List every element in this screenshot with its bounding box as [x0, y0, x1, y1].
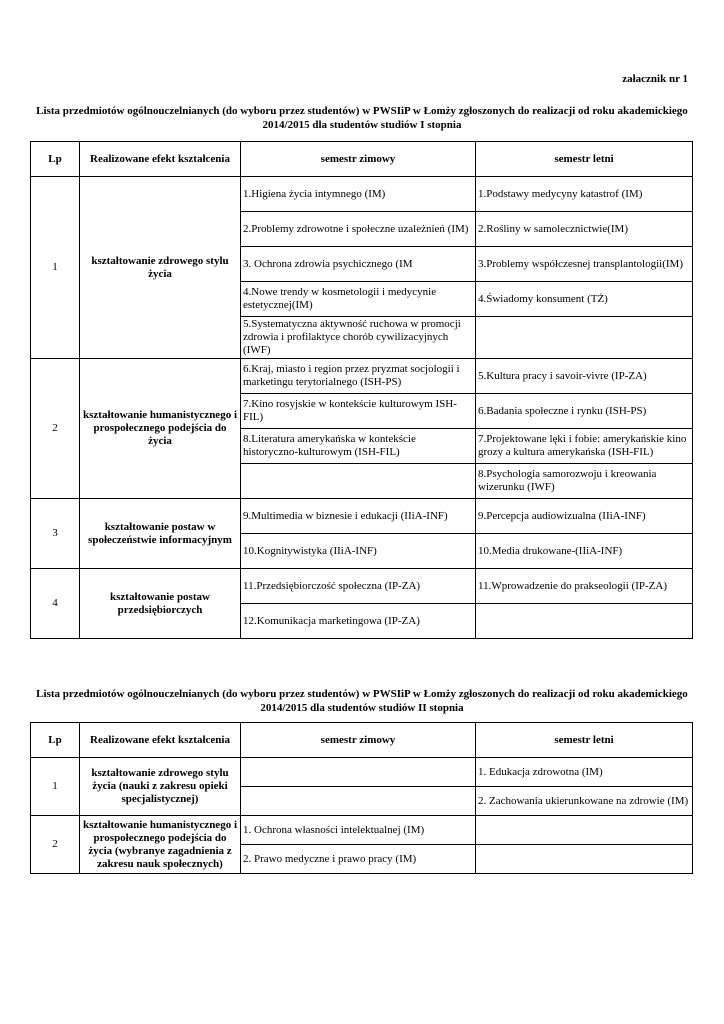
- summer-subject: 5.Kultura pracy i savoir-vivre (IP-ZA): [476, 359, 693, 394]
- header-summer: semestr letni: [476, 142, 693, 177]
- table-row: [31, 499, 693, 534]
- header-lp: Lp: [31, 142, 80, 177]
- effect-cell: kształtowanie humanistycznego i prospołecznego podejścia do życia (wybranye zagadnienia z zakresu nauk społecznych): [80, 816, 241, 874]
- winter-subject: 3. Ochrona zdrowia psychicznego (IM: [241, 247, 476, 282]
- winter-subject: 2.Problemy zdrowotne i społeczne uzależnień (IM): [241, 212, 476, 247]
- subjects-table-second-degree: [30, 722, 693, 874]
- summer-subject: 7.Projektowane lęki i fobie: amerykańskie kino grozy a kultura amerykańska (ISH-FIL): [476, 429, 693, 464]
- summer-subject: 10.Media drukowane-(IIiA-INF): [476, 534, 693, 569]
- winter-subject: [241, 464, 476, 499]
- header-lp: Lp: [31, 723, 80, 758]
- winter-subject: 1. Ochrona własności intelektualnej (IM): [241, 816, 476, 845]
- summer-subject: [476, 816, 693, 845]
- header-winter: semestr zimowy: [241, 723, 476, 758]
- winter-subject: 7.Kino rosyjskie w kontekście kulturowym ISH-FIL): [241, 394, 476, 429]
- table-row: [31, 177, 693, 212]
- summer-subject: [476, 845, 693, 874]
- header-summer: semestr letni: [476, 723, 693, 758]
- lp-cell: 3: [31, 499, 80, 569]
- table-header-row: [31, 142, 693, 177]
- effect-cell: kształtowanie postaw w społeczeństwie informacyjnym: [80, 499, 241, 569]
- winter-subject: 2. Prawo medyczne i prawo pracy (IM): [241, 845, 476, 874]
- summer-subject: 2. Zachowania ukierunkowane na zdrowie (IM): [476, 787, 693, 816]
- attachment-label: załacznik nr 1: [622, 73, 688, 85]
- subjects-table-first-degree: [30, 141, 693, 639]
- winter-subject: 5.Systematyczna aktywność ruchowa w promocji zdrowia i profilaktyce chorób cywilizacyjnych (IWF): [241, 317, 476, 359]
- header-winter: semestr zimowy: [241, 142, 476, 177]
- summer-subject: 1.Podstawy medycyny katastrof (IM): [476, 177, 693, 212]
- effect-cell: kształtowanie zdrowego stylu życia: [80, 177, 241, 359]
- summer-subject: 6.Badania społeczne i rynku (ISH-PS): [476, 394, 693, 429]
- summer-subject: 4.Świadomy konsument (TŻ): [476, 282, 693, 317]
- lp-cell: 4: [31, 569, 80, 639]
- effect-cell: kształtowanie postaw przedsiębiorczych: [80, 569, 241, 639]
- header-effects: Realizowane efekt kształcenia: [80, 142, 241, 177]
- lp-cell: 1: [31, 177, 80, 359]
- lp-cell: 1: [31, 758, 80, 816]
- table-row: [31, 758, 693, 787]
- summer-subject: 8.Psychologia samorozwoju i kreowania wizerunku (IWF): [476, 464, 693, 499]
- winter-subject: 11.Przedsiębiorczość społeczna (IP-ZA): [241, 569, 476, 604]
- summer-subject: 9.Percepcja audiowizualna (IIiA-INF): [476, 499, 693, 534]
- section2-title: Lista przedmiotów ogólnouczelnianych (do wyboru przez studentów) w PWSIiP w Łomży zgłoszonych do realizacji od roku akademickiego 2014/2015 dla studentów studiów II stopnia: [36, 688, 688, 714]
- lp-cell: 2: [31, 816, 80, 874]
- effect-cell: kształtowanie humanistycznego i prospołecznego podejścia do życia: [80, 359, 241, 499]
- table-row: [31, 359, 693, 394]
- winter-subject: 8.Literatura amerykańska w kontekście historyczno-kulturowym (ISH-FIL): [241, 429, 476, 464]
- winter-subject: 12.Komunikacja marketingowa (IP-ZA): [241, 604, 476, 639]
- summer-subject: 3.Problemy współczesnej transplantologii(IM): [476, 247, 693, 282]
- section1-title: Lista przedmiotów ogólnouczelnianych (do wyboru przez studentów) w PWSIiP w Łomży zgłoszonych do realizacji od roku akademickiego 2014/2015 dla studentów studiów I stopnia: [36, 105, 688, 131]
- winter-subject: [241, 787, 476, 816]
- effect-cell: kształtowanie zdrowego stylu życia (nauki z zakresu opieki specjalistycznej): [80, 758, 241, 816]
- summer-subject: 11.Wprowadzenie do prakseologii (IP-ZA): [476, 569, 693, 604]
- winter-subject: [241, 758, 476, 787]
- winter-subject: 10.Kognitywistyka (IIiA-INF): [241, 534, 476, 569]
- winter-subject: 1.Higiena życia intymnego (IM): [241, 177, 476, 212]
- summer-subject: 2.Rośliny w samolecznictwie(IM): [476, 212, 693, 247]
- summer-subject: [476, 604, 693, 639]
- summer-subject: 1. Edukacja zdrowotna (IM): [476, 758, 693, 787]
- winter-subject: 6.Kraj, miasto i region przez pryzmat socjologii i marketingu terytorialnego (ISH-PS): [241, 359, 476, 394]
- table-header-row: [31, 723, 693, 758]
- winter-subject: 4.Nowe trendy w kosmetologii i medycynie estetycznej(IM): [241, 282, 476, 317]
- header-effects: Realizowane efekt kształcenia: [80, 723, 241, 758]
- lp-cell: 2: [31, 359, 80, 499]
- winter-subject: 9.Multimedia w biznesie i edukacji (IIiA-INF): [241, 499, 476, 534]
- summer-subject: [476, 317, 693, 359]
- table-row: [31, 569, 693, 604]
- table-row: [31, 816, 693, 845]
